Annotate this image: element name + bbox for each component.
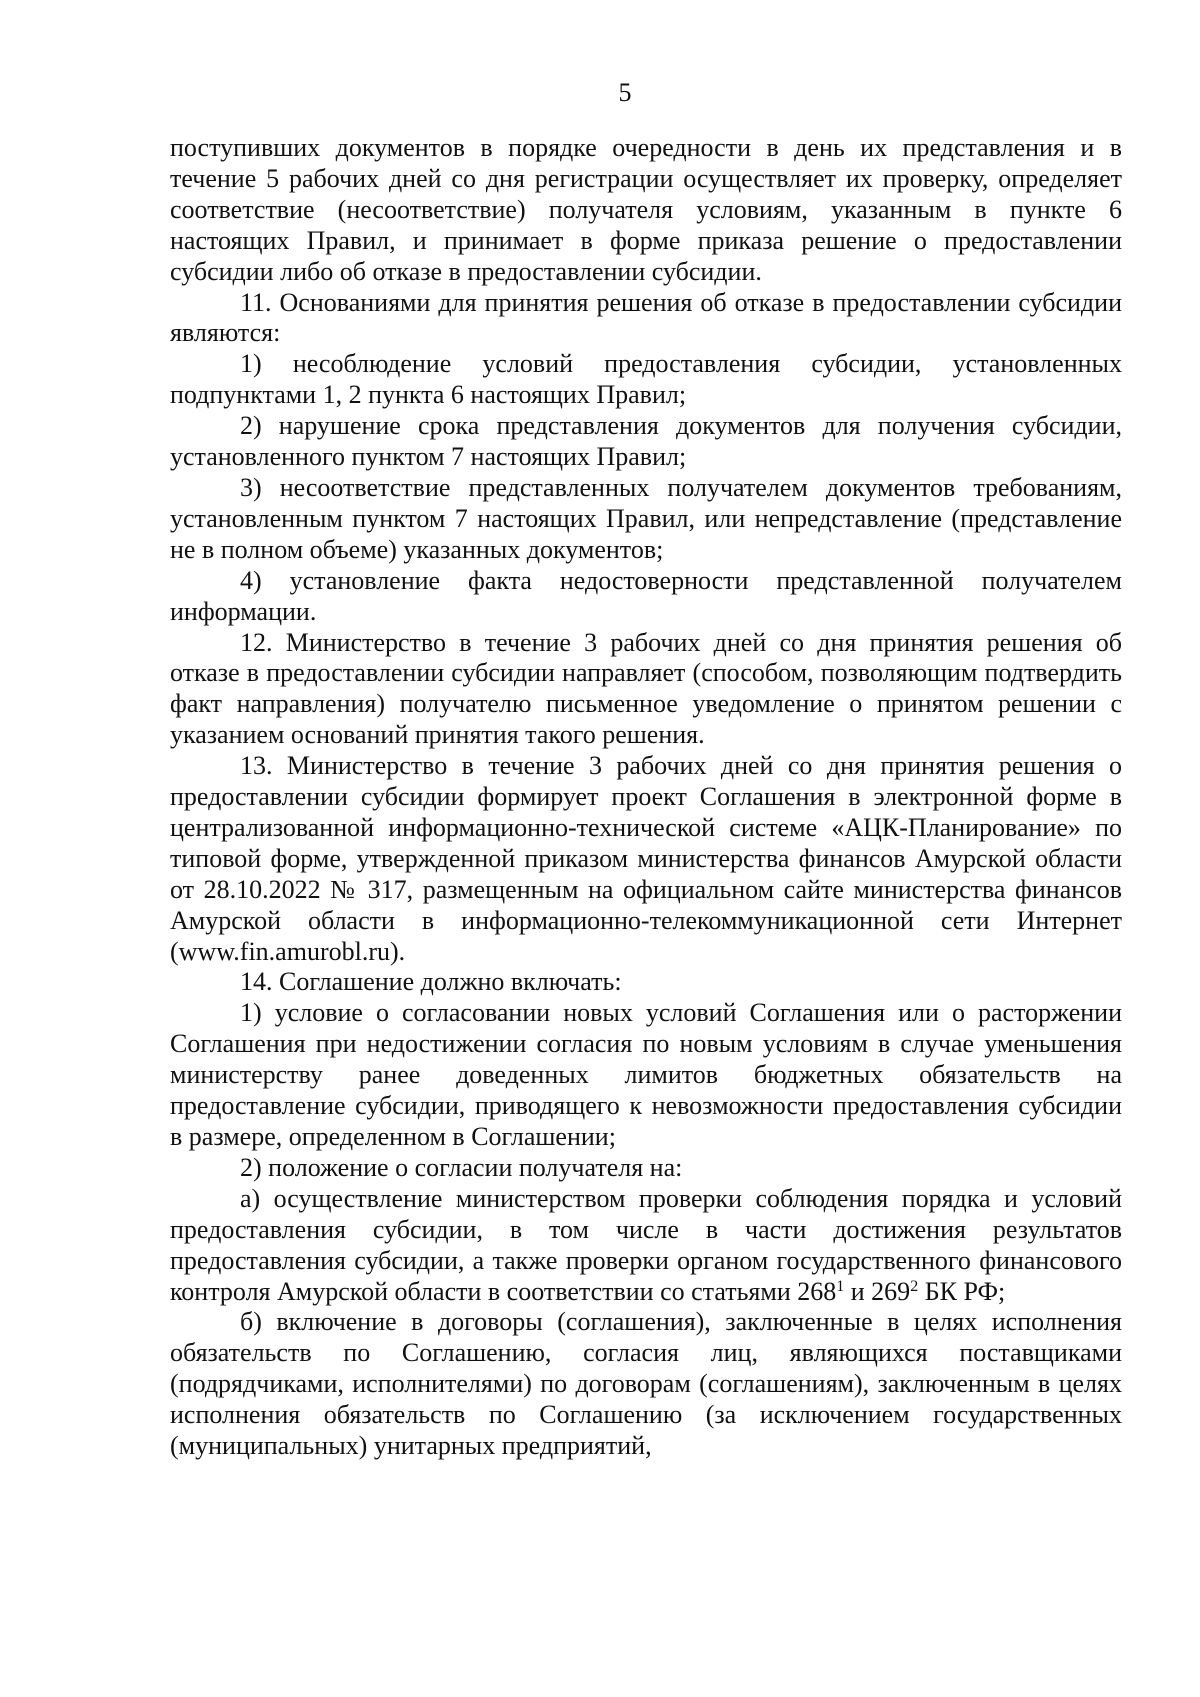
paragraph-14-item-2a <box>170 1184 1122 1308</box>
paragraph-14-item-2a-text-mid: и 269 <box>844 1276 911 1306</box>
paragraph-11: 11. Основаниями для принятия решения об отказе в предоставлении субсидии являются: <box>170 287 1122 348</box>
paragraph-14-item-2b: б) включение в договоры (соглашения), заключенные в целях исполнения обязательств по Соглашению, согласия лиц, являющихся поставщиками (подрядчиками, исполнителями) по договорам (соглашениям), заключенным в целях исполнения обязательств по Соглашению (за исключением государственных (муниципальных) унитарных предприятий, <box>170 1307 1122 1461</box>
document-body <box>170 133 1122 1462</box>
paragraph-14-item-2: 2) положение о согласии получателя на: <box>240 1152 683 1182</box>
paragraph-14-item-1: 1) условие о согласовании новых условий Соглашения или о расторжении Соглашения при недостижении согласия по новым условиям в случае уменьшения министерству ранее доведенных лимитов бюджетных обязательств на предоставление субсидии, приводящего к невозможности предоставления субсидии в размере, определенном в Соглашении; <box>170 998 1122 1151</box>
paragraph-11-item-1: 1) несоблюдение условий предоставления субсидии, установленных подпунктами 1, 2 пункта 6 настоящих Правил; <box>170 349 1122 410</box>
page-number: 5 <box>618 78 632 107</box>
paragraph-11-item-2: 2) нарушение срока представления документов для получения субсидии, установленного пунктом 7 настоящих Правил; <box>170 411 1122 472</box>
paragraph-12: 12. Министерство в течение 3 рабочих дней со дня принятия решения об отказе в предоставлении субсидии направляет (способом, позволяющим подтвердить факт направления) получателю письменное уведомление о принятом решении с указанием оснований принятия такого решения. <box>170 627 1122 750</box>
paragraph-14: 14. Соглашение должно включать: <box>240 967 622 997</box>
superscript-1: 1 <box>836 1277 845 1295</box>
paragraph-11-item-3: 3) несоответствие представленных получателем документов требованиям, установленным пунктом 7 настоящих Правил, или непредставление (представление не в полном объеме) указанных документов; <box>170 472 1122 564</box>
paragraph-14-item-2a-text: а) осуществление министерством проверки соблюдения порядка и условий предоставления субсидии, в том числе в части достижения результатов предоставления субсидии, а также проверки органом государственного финансового контроля Амурской области в соответствии со статьями 268 <box>170 1183 1122 1306</box>
paragraph-11-item-4: 4) установление факта недостоверности представленной получателем информации. <box>170 565 1122 626</box>
paragraph-continuation: поступивших документов в порядке очередности в день их представления и в течение 5 рабочих дней со дня регистрации осуществляет их проверку, определяет соответствие (несоответствие) получателя условиям, указанным в пункте 6 настоящих Правил, и принимает в форме приказа решение о предоставлении субсидии либо об отказе в предоставлении субсидии. <box>170 133 1122 286</box>
paragraph-13: 13. Министерство в течение 3 рабочих дней со дня принятия решения о предоставлении субсидии формирует проект Соглашения в электронной форме в централизованной информационно-технической системе «АЦК-Планирование» по типовой форме, утвержденной приказом министерства финансов Амурской области от 28.10.2022 № 317, размещенным на официальном сайте министерства финансов Амурской области в информационно-телекоммуникационной сети Интернет (www.fin.amurobl.ru). <box>170 751 1122 966</box>
superscript-2: 2 <box>910 1277 919 1295</box>
paragraph-14-item-2a-text-end: БК РФ; <box>918 1276 1006 1306</box>
